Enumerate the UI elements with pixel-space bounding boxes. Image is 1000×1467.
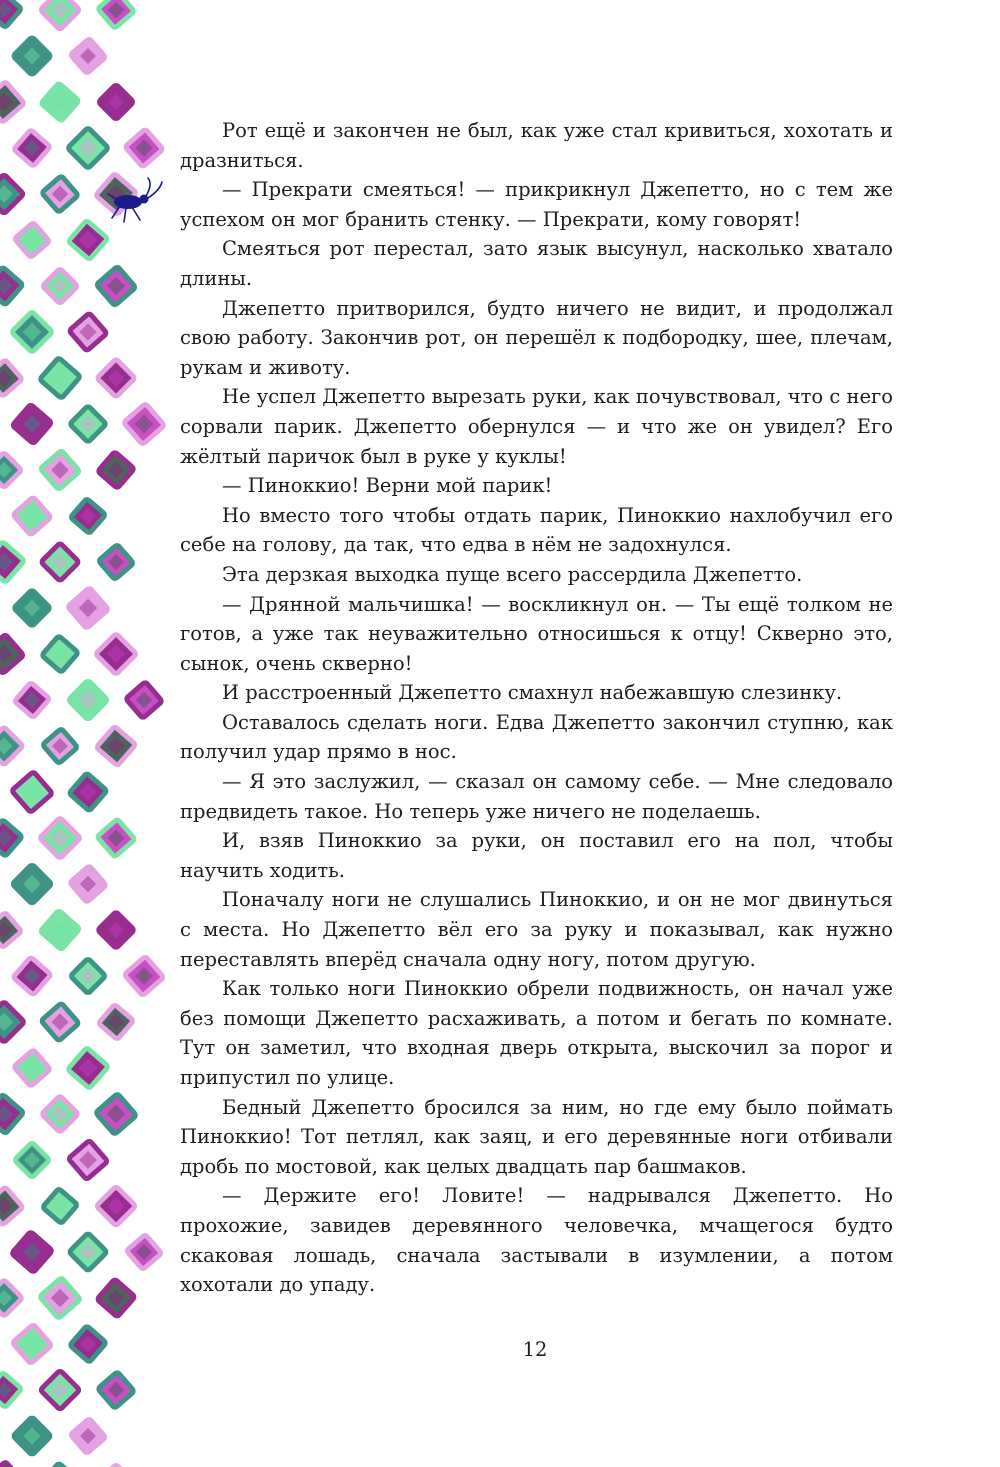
paragraph: Джепетто притворился, будто ничего не видит, и продолжал свою работу. Закончив рот, он перешёл к подбородку, шее, плечам, рукам и животу. [180,296,893,379]
paragraph: Как только ноги Пиноккио обрели подвижность, он начал уже без помощи Джепетто расхаживать, а потом и бегать по комнате. Тут он заметил, что входная дверь открыта, выскочил за порог и припустил по улице. [180,977,893,1089]
paragraph: — Прекрати смеяться! — прикрикнул Джепетто, но с тем же успехом он мог бранить стенку. — Прекрати, кому говорят! [180,178,893,231]
paragraph: Оставалось сделать ноги. Едва Джепетто закончил ступню, как получил удар прямо в нос. [180,710,893,764]
paragraph: — Держите его! Ловите! — надрывался Джепетто. Но прохожие, завидев деревянного человечка, мчащегося будто скаковая лошадь, сначала застывали в изумлении, а потом хохотали до упаду. [180,1184,893,1297]
paragraph: И, взяв Пиноккио за руки, он поставил его на пол, чтобы научить ходить. [180,829,893,882]
story-text [180,116,893,1300]
paragraph: Не успел Джепетто вырезать руки, как почувствовал, что с него сорвали парик. Джепетто обернулся — и что же он увидел? Его жёлтый паричок был в руке у куклы! [180,385,893,468]
mosaic-tile [0,1462,24,1467]
paragraph: Эта дерзкая выходка пуще всего рассердила Джепетто. [222,562,803,586]
paragraph: И расстроенный Джепетто смахнул набежавшую слезинку. [222,681,843,705]
paragraph: Но вместо того чтобы отдать парик, Пиноккио нахлобучил его себе на голову, да так, что едва в нём не задохнулся. [180,503,893,557]
mosaic-tile [41,1463,79,1467]
beetle-icon [98,176,166,226]
paragraph: Поначалу ноги не слушались Пиноккио, и он не мог двинуться с места. Но Джепетто вёл его за руку и показывал, как нужно переставлять вперёд сначала одну ногу, потом другую. [180,888,893,971]
paragraph: — Дрянной мальчишка! — воскликнул он. — Ты ещё толком не готов, а уже так неуважительно относишься к отцу! Скверно это, сынок, очень скверно! [180,592,893,675]
paragraph: — Пиноккио! Верни мой парик! [222,474,553,498]
paragraph: Рот ещё и закончен не был, как уже стал кривиться, хохотать и дразниться. [180,119,893,172]
paragraph: Смеяться рот перестал, зато язык высунул, насколько хватало длины. [180,237,893,290]
paragraph: Бедный Джепетто бросился за ним, но где ему было поймать Пиноккио! Тот петлял, как заяц, и его деревянные ноги отбивали дробь по мостовой, как целых двадцать пар башмаков. [180,1095,893,1178]
page-number: 12 [522,1338,548,1361]
paragraph: — Я это заслужил, — сказал он самому себе. — Мне следовало предвидеть такое. Но теперь уже ничего не поделаешь. [180,770,893,823]
